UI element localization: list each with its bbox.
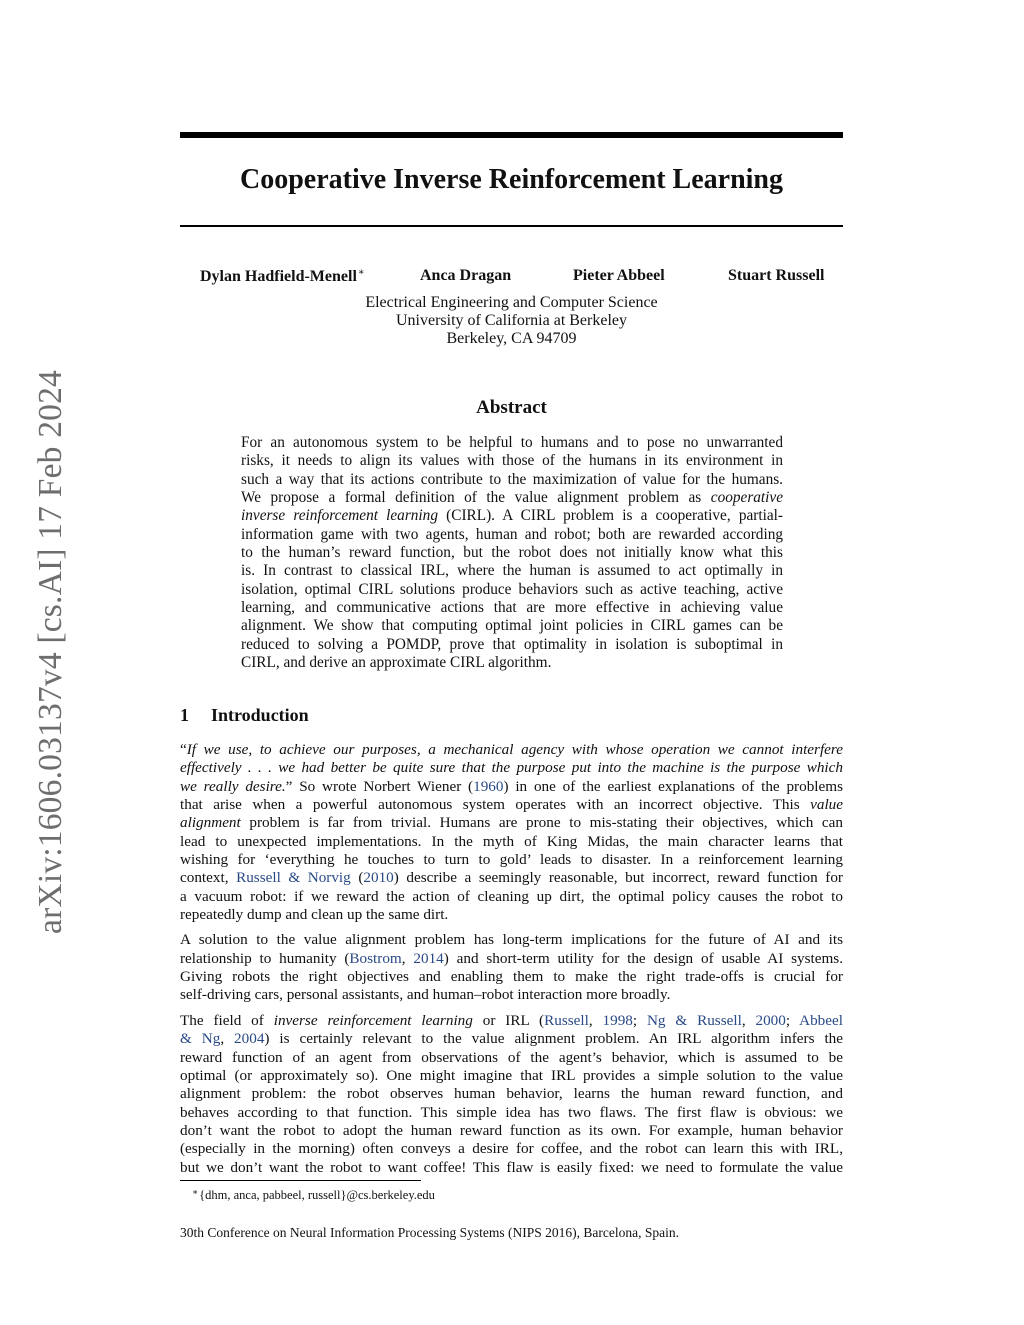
citation-link[interactable]: 1960 xyxy=(473,777,504,795)
citation-link[interactable]: 2004 xyxy=(234,1030,265,1048)
title-top-rule xyxy=(180,132,843,138)
citation-link[interactable]: Bostrom xyxy=(349,949,402,967)
citation-link[interactable]: 1998 xyxy=(602,1011,633,1029)
author-name: Pieter Abbeel xyxy=(573,267,665,284)
footnote-marker: ∗ xyxy=(357,267,365,278)
paragraph: “If we use, to achieve our purposes, a mechanical agency with whose operation we cannot interfere effectively . . . we had better be quite sure that the purpose put into the machine is the purpose which we really desire.” So wrote Norbert Wiener (1960) in one of the earliest explanations of the problems that arise when a powerful autonomous system operates with an incorrect objective. This value alignment problem is far from trivial. Humans are prone to mis-stating their objectives, which can lead to unexpected implementations. In the myth of King Midas, the main character learns that wishing for ‘everything he touches to turn to gold’ leads to disaster. In a reinforcement learning context, Russell & Norvig (2010) describe a seemingly reasonable, but incorrect, reward function for a vacuum robot: if we reward the action of cleaning up dirt, the optimal policy causes the robot to repeatedly dump and clean up the same dirt. xyxy=(180,741,844,924)
citation-link[interactable]: Ng & Russell xyxy=(646,1011,742,1029)
footnote-marker: ∗ xyxy=(192,1187,199,1197)
footnote-rule xyxy=(180,1180,421,1181)
citation-link[interactable]: Russell & Norvig xyxy=(236,869,351,887)
citation-link[interactable]: Russell xyxy=(544,1011,589,1029)
title-bottom-rule xyxy=(180,225,843,227)
paragraph: A solution to the value alignment problem has long-term implications for the future of AI and its relationship to humanity (Bostrom, 2014) and short-term utility for the design of usable AI systems. Giving robots the right objectives and enabling them to make the right trade-offs is crucial for self-driving cars, personal assistants, and human–robot interaction more broadly. xyxy=(180,931,843,1004)
citation-link[interactable]: & Ng xyxy=(180,1030,221,1048)
section-heading-introduction xyxy=(180,703,309,727)
author-emails: {dhm, anca, pabbeel, russell}@cs.berkeley.edu xyxy=(199,1188,435,1202)
citation-link[interactable]: 2014 xyxy=(413,949,444,967)
citation-link[interactable]: 2000 xyxy=(755,1011,786,1029)
author-name: Stuart Russell xyxy=(728,267,825,284)
section-title: Introduction xyxy=(211,705,309,725)
arxiv-identifier-stamp: arXiv:1606.03137v4 [cs.AI] 17 Feb 2024 xyxy=(32,370,69,934)
abstract-text: For an autonomous system to be helpful to humans and to pose no unwarranted risks, it needs to align its values with those of the humans in its environment in such a way that its actions contribute to the maximization of value for the humans. We propose a formal definition of the value alignment problem as cooperative inverse reinforcement learning (CIRL). A CIRL problem is a cooperative, partial- information game with two agents, human and robot; both are rewarded according to the human’s reward function, but the robot does not initially know what this is. In contrast to classical IRL, where the human is assumed to act optimally in isolation, optimal CIRL solutions produce behaviors such as active teaching, active learning, and communicative actions that are more effective in achieving value alignment. We show that computing optimal joint policies in CIRL games can be reduced to solving a POMDP, prove that optimality in isolation is suboptimal in CIRL, and derive an approximate CIRL algorithm. xyxy=(241,434,784,672)
affiliation-line: Electrical Engineering and Computer Science xyxy=(365,294,658,311)
paper-title: Cooperative Inverse Reinforcement Learning xyxy=(239,164,784,195)
introduction-body xyxy=(180,741,843,1177)
affiliation-line: Berkeley, CA 94709 xyxy=(446,330,577,347)
affiliation-block xyxy=(180,294,843,348)
author-name: Dylan Hadfield-Menell∗ xyxy=(200,267,365,285)
conference-venue-note: 30th Conference on Neural Information Processing Systems (NIPS 2016), Barcelona, Spain. xyxy=(180,1225,680,1240)
author-name: Anca Dragan xyxy=(420,267,512,284)
section-number: 1 xyxy=(180,705,189,725)
citation-link[interactable]: Abbeel xyxy=(799,1011,843,1029)
author-list xyxy=(180,267,843,289)
footnote xyxy=(192,1185,435,1203)
affiliation-line: University of California at Berkeley xyxy=(395,312,628,329)
abstract-heading: Abstract xyxy=(476,397,547,418)
citation-link[interactable]: 2010 xyxy=(363,869,394,887)
paragraph: The field of inverse reinforcement learning or IRL (Russell, 1998; Ng & Russell, 2000; Abbeel & Ng, 2004) is certainly relevant to the value alignment problem. An IRL algorithm infers the reward function of an agent from observations of the agent’s behavior, which is assumed to be optimal (or approximately so). One might imagine that IRL provides a simple solution to the value alignment problem: the robot observes human behavior, learns the human reward function, and behaves according to that function. This simple idea has two flaws. The first flaw is obvious: we don’t want the robot to adopt the human reward function as its own. For example, human behavior (especially in the morning) often conveys a desire for coffee, and the robot can learn this with IRL, but we don’t want the robot to want coffee! This flaw is easily fixed: we need to formulate the value xyxy=(180,1011,844,1176)
